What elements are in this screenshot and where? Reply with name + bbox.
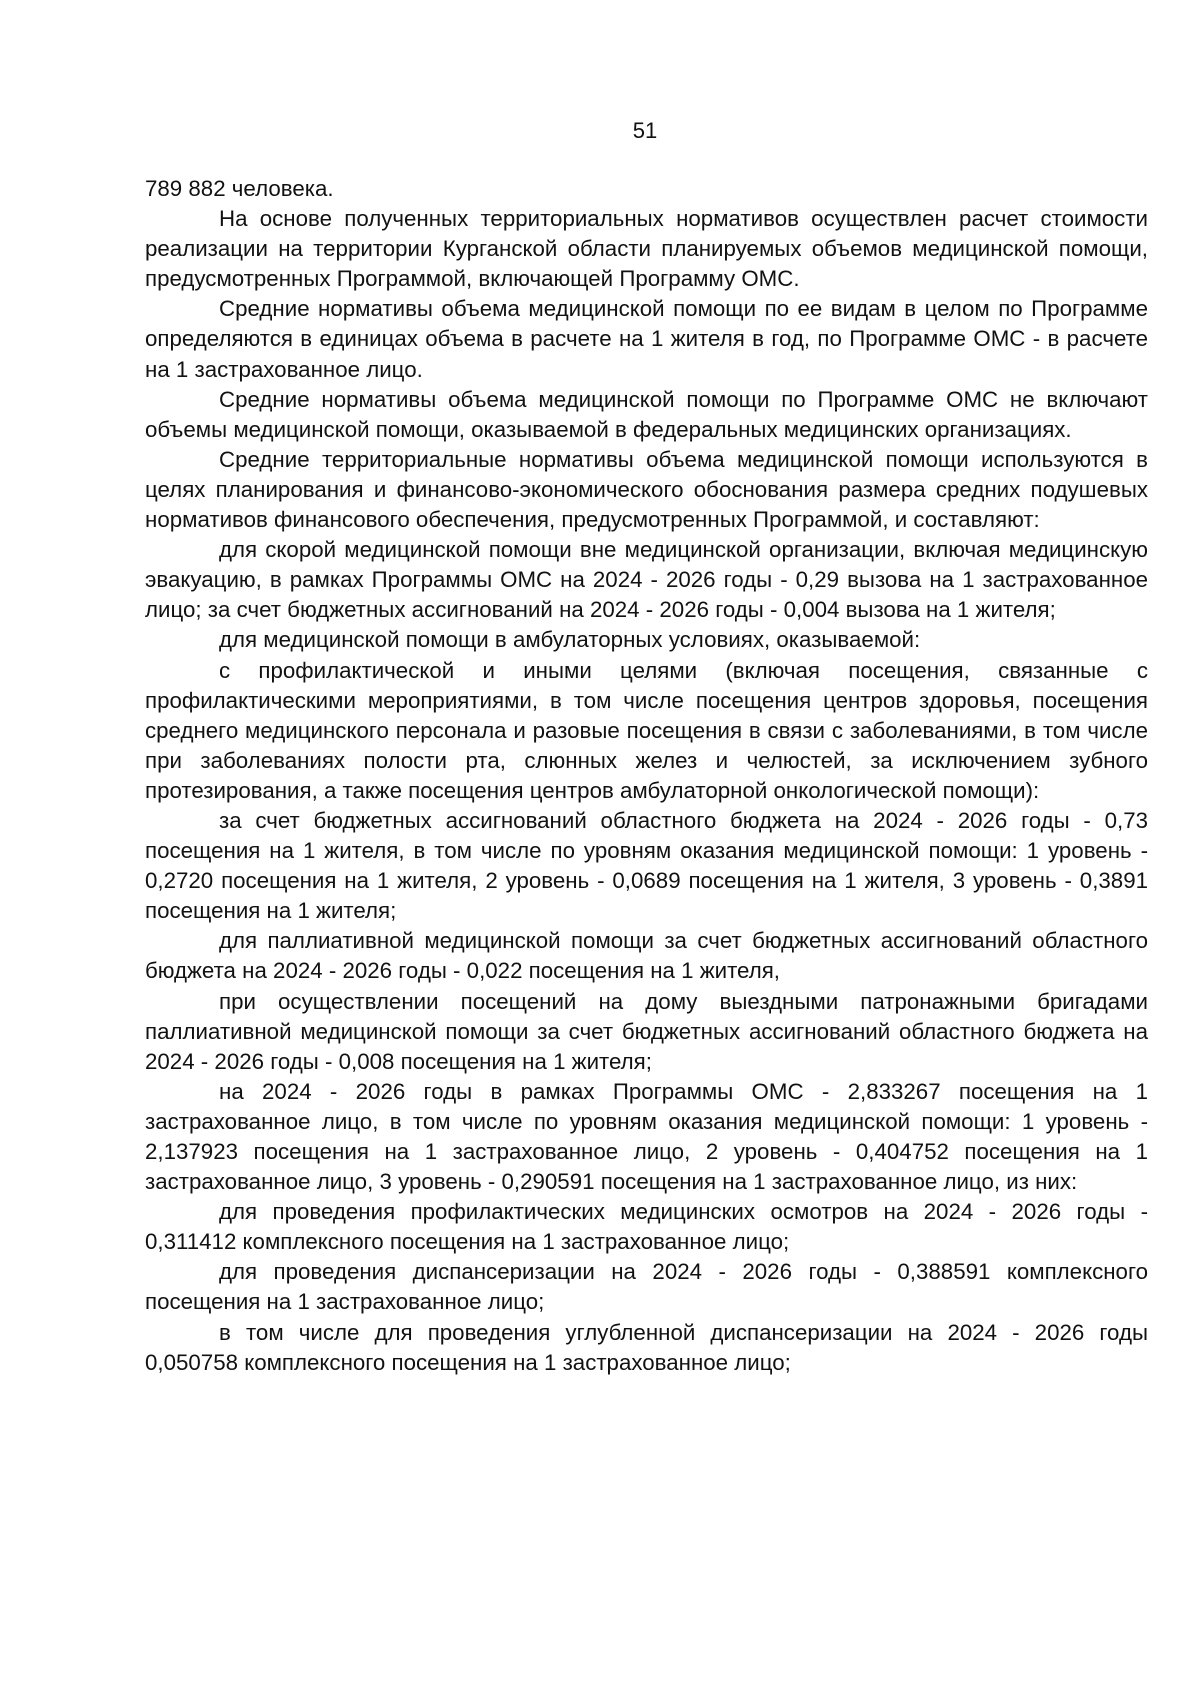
paragraph-oms-visits: на 2024 - 2026 годы в рамках Программы ОМС - 2,833267 посещения на 1 застрахованное лицо, в том числе по уровням оказания медицинской помощи: 1 уровень - 2,137923 посещения на 1 застрахованное лицо, 2 уровень - 0,404752 посещения на 1 застрахованное лицо, 3 уровень - 0,290591 посещения на 1 застрахованное лицо, из них: bbox=[145, 1078, 1148, 1195]
paragraph-average-norms-definition: Средние нормативы объема медицинской помощи по ее видам в целом по Программе определяются в единицах объема в расчете на 1 жителя в год, по Программе ОМС - в расчете на 1 застрахованное лицо. bbox=[145, 296, 1148, 382]
paragraph-federal-exclusion: Средние нормативы объема медицинской помощи по Программе ОМС не включают объемы медицинской помощи, оказываемой в федеральных медицинских организациях. bbox=[145, 386, 1148, 442]
paragraph-regional-budget-visits: за счет бюджетных ассигнований областного бюджета на 2024 - 2026 годы - 0,73 посещения на 1 жителя, в том числе по уровням оказания медицинской помощи: 1 уровень - 0,2720 посещения на 1 жителя, 2 уровень - 0,0689 посещения на 1 жителя, 3 уровень - 0,3891 посещения на 1 жителя; bbox=[145, 807, 1148, 924]
paragraph-preventive-exams: для проведения профилактических медицинских осмотров на 2024 - 2026 годы - 0,311412 комплексного посещения на 1 застрахованное лицо; bbox=[145, 1199, 1148, 1255]
paragraph-territorial-norms-usage: Средние территориальные нормативы объема медицинской помощи используются в целях планирования и финансово-экономического обоснования размера средних подушевых нормативов финансового обеспечения, предусмотренных Программой, и составляют: bbox=[145, 446, 1148, 533]
paragraph-outpatient-care: для медицинской помощи в амбулаторных условиях, оказываемой: bbox=[219, 627, 921, 653]
paragraph-emergency-care: для скорой медицинской помощи вне медицинской организации, включая медицинскую эвакуацию, в рамках Программы ОМС на 2024 - 2026 годы - 0,29 вызова на 1 застрахованное лицо; за счет бюджетных ассигнований на 2024 - 2026 годы - 0,004 вызова на 1 жителя; bbox=[145, 537, 1148, 623]
paragraph-dispensary: для проведения диспансеризации на 2024 - 2026 годы - 0,388591 комплексного посещения на 1 застрахованное лицо; bbox=[145, 1259, 1148, 1315]
paragraph-preventive-purposes: с профилактической и иными целями (включая посещения, связанные с профилактическими мероприятиями, в том числе посещения центров здоровья, посещения среднего медицинского персонала и разовые посещения в связи с заболеваниями, в том числе при заболеваниях полости рта, слюнных желез и челюстей, за исключением зубного протезирования, а также посещения центров амбулаторной онкологической помощи): bbox=[145, 657, 1148, 803]
document-body bbox=[145, 174, 1148, 1378]
paragraph-calculation-basis: На основе полученных территориальных нормативов осуществлен расчет стоимости реализации на территории Курганской области планируемых объемов медицинской помощи, предусмотренных Программой, включающей Программу ОМС. bbox=[145, 206, 1148, 292]
paragraph-home-visits: при осуществлении посещений на дому выездными патронажными бригадами паллиативной медицинской помощи за счет бюджетных ассигнований областного бюджета на 2024 - 2026 годы - 0,008 посещения на 1 жителя; bbox=[145, 988, 1148, 1074]
paragraph-palliative-care: для паллиативной медицинской помощи за счет бюджетных ассигнований областного бюджета на 2024 - 2026 годы - 0,022 посещения на 1 жителя, bbox=[145, 928, 1148, 984]
paragraph-in-depth-dispensary: в том числе для проведения углубленной диспансеризации на 2024 - 2026 годы 0,050758 комплексного посещения на 1 застрахованное лицо; bbox=[145, 1319, 1148, 1375]
paragraph-continuation: 789 882 человека. bbox=[145, 176, 334, 201]
page-number: 51 bbox=[632, 118, 658, 143]
